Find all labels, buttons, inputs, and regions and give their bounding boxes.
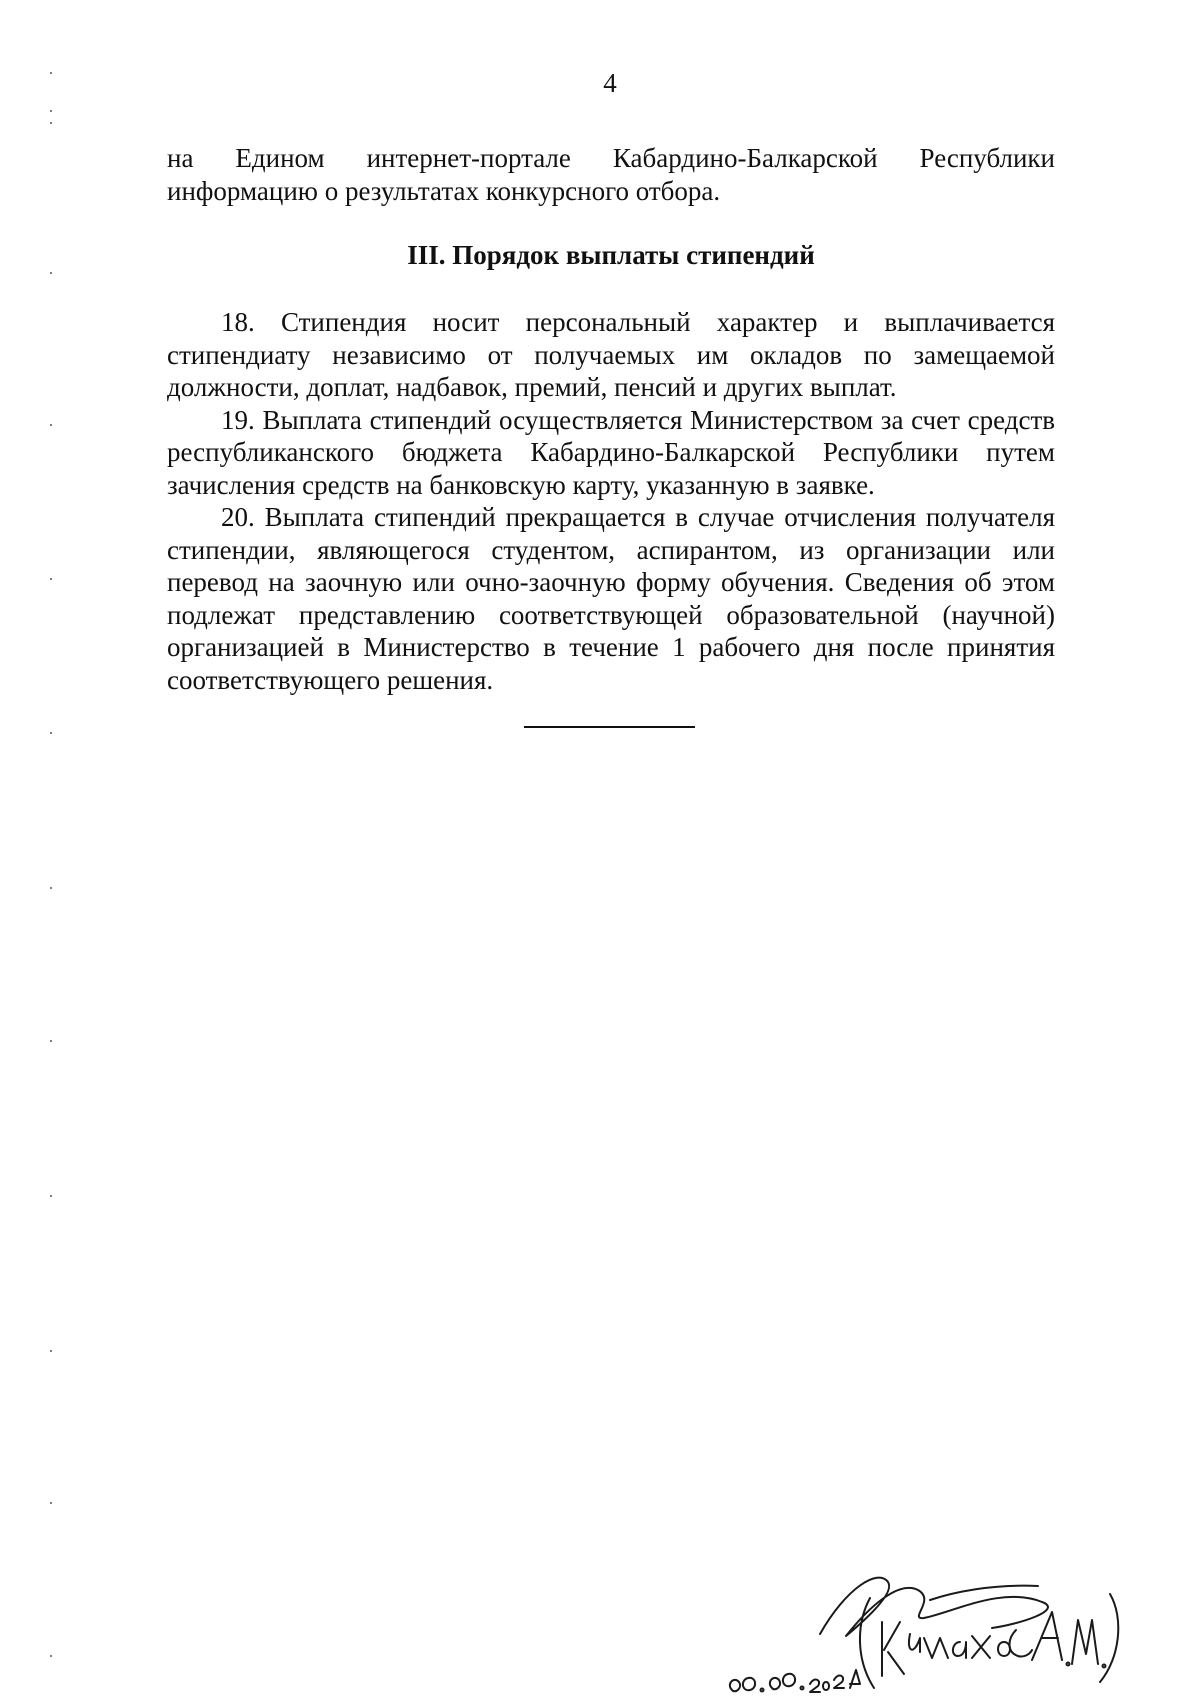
- margin-speck: [50, 1350, 52, 1352]
- margin-speck: [50, 110, 52, 112]
- paragraph-18: 18. Стипендия носит персональный характер и выплачивается стипендиату независимо от получаемых им окладов по замещаемой должности, доплат, надбавок, премий, пенсий и других выплат.: [167, 307, 1055, 402]
- margin-speck: [50, 1655, 52, 1657]
- margin-speck: [50, 122, 52, 124]
- margin-speck: [50, 732, 52, 734]
- margin-speck: [50, 887, 52, 889]
- margin-speck: [50, 424, 52, 426]
- margin-speck: [50, 272, 52, 274]
- section-heading: III. Порядок выплаты стипендий: [407, 240, 815, 270]
- end-of-text-rule: [524, 726, 695, 728]
- section-paragraphs: [167, 306, 1055, 696]
- handwritten-signature: [720, 1560, 1120, 1701]
- intro-paragraph-block: [167, 142, 1055, 207]
- page-number: 4: [603, 68, 617, 98]
- margin-speck: [50, 1040, 52, 1042]
- margin-speck: [50, 72, 52, 74]
- signature-scribble-icon: [720, 1560, 1120, 1701]
- intro-paragraph: на Едином интернет-портале Кабардино-Балкарской Республики информацию о результатах конкурсного отбора.: [167, 143, 1055, 206]
- margin-speck: [50, 1502, 52, 1504]
- paragraph-19: 19. Выплата стипендий осуществляется Министерством за счет средств республиканского бюджета Кабардино-Балкарской Республики путем зачисления средств на банковскую карту, указанную в заявке.: [167, 404, 1055, 500]
- margin-speck: [50, 578, 52, 580]
- paragraph-20: 20. Выплата стипендий прекращается в случае отчисления получателя стипендии, являющегося студентом, аспирантом, из организации или перевод на заочную или очно-заочную форму обучения. Сведения об этом подлежат представлению соответствующей образовательной (научной) организацией в Министерство в течение 1 рабочего дня после принятия соответствующего решения.: [167, 502, 1055, 695]
- margin-speck: [50, 1195, 52, 1197]
